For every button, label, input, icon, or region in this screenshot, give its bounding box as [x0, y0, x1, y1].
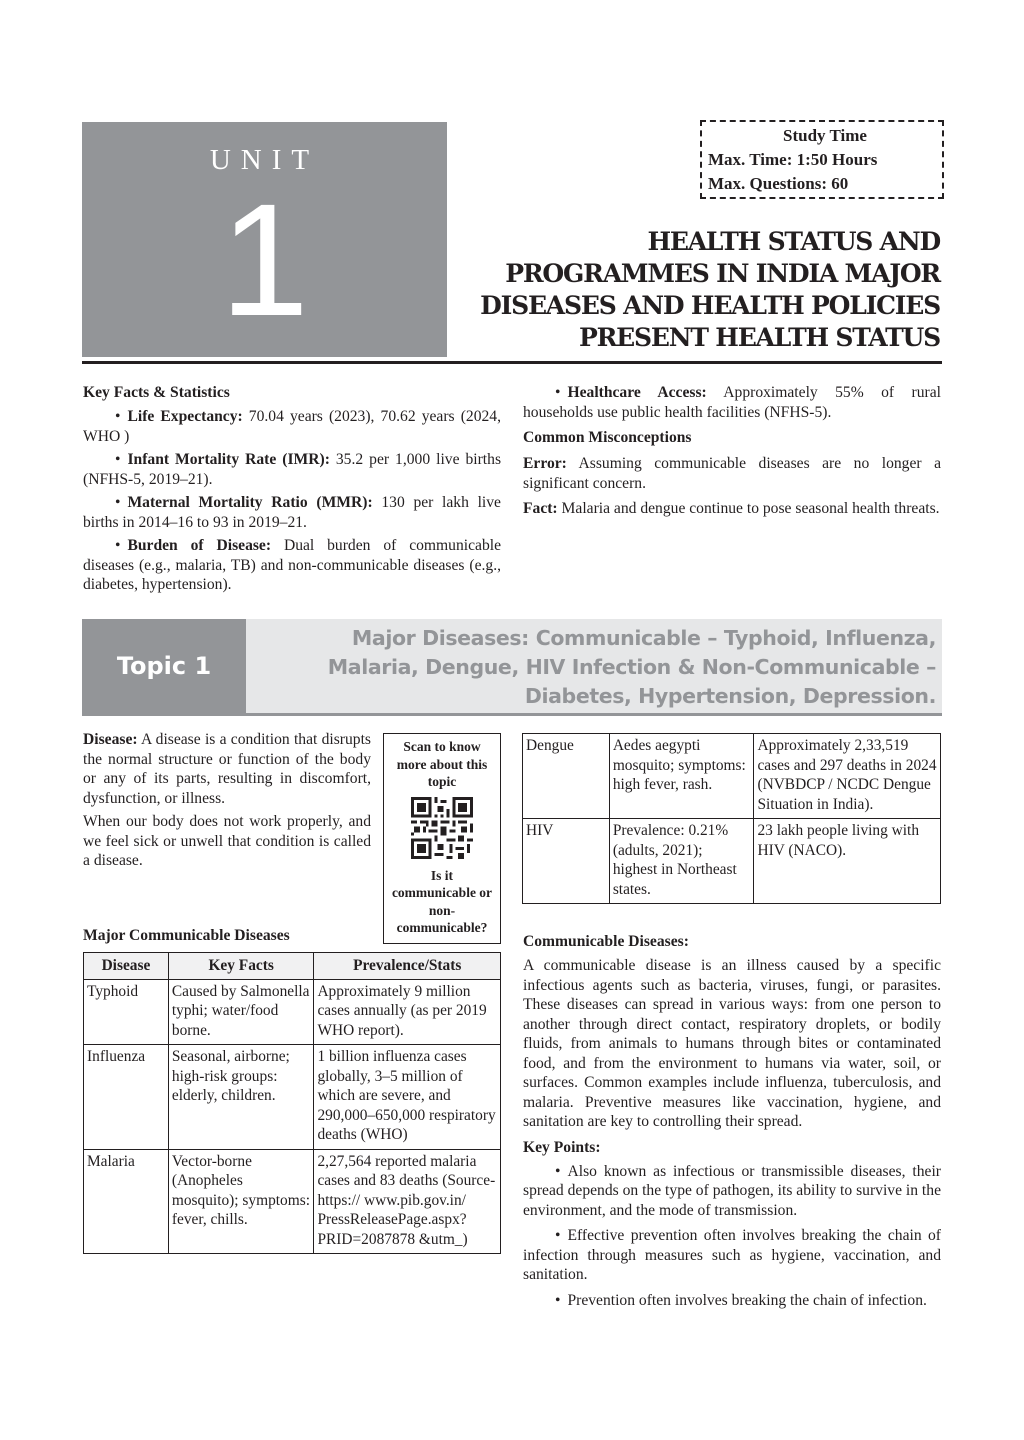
disease-def-para: Disease: A disease is a condition that disrupts the normal structure or function of the body or any of its parts, resulting in discomfort, dysfunction, or illness.	[83, 731, 371, 807]
page-title	[420, 226, 940, 354]
communicable-text: A communicable disease is an illness caused by a specific infectious agents such as bacteria, viruses, fungi, or parasites. These diseases can spread in various ways: from one person to another through direct contact, respiratory droplets, or bodily fluids, from animals to humans through bites or contaminated food, and from the environment to humans via water, soil, or surfaces. Common examples include influenza, tuberculosis, and malaria. Preventive measures like vaccination, hygiene, and sanitation are key to controlling their spread.	[523, 957, 941, 1130]
topic-banner	[82, 619, 942, 716]
cell-disease: Dengue	[523, 734, 610, 819]
communicable-diseases-table-continued	[522, 733, 941, 904]
key-facts-heading: Key Facts & Statistics	[83, 384, 230, 401]
table-header-row	[84, 953, 501, 980]
cell-prevalence: Approximately 9 million cases annually (as per 2019 WHO report).	[314, 979, 501, 1045]
table-row	[84, 979, 501, 1045]
fact-mmr: • Maternal Mortality Ratio (MMR): 130 per lakh live births in 2014–16 to 93 in 2019–21.	[83, 493, 501, 532]
qr-bottom-text: Is it communicable or non-communicable?	[391, 867, 493, 935]
table-row	[523, 819, 941, 904]
qr-callout[interactable]	[383, 733, 501, 944]
cell-key-facts: Caused by Salmonella typhi; water/food borne.	[168, 979, 314, 1045]
table-caption: Major Communicable Diseases	[83, 927, 290, 944]
table-row	[523, 734, 941, 819]
cell-key-facts: Vector-borne (Anopheles mosquito); symptoms: fever, chills.	[168, 1149, 314, 1254]
title-line: PROGRAMMES IN INDIA MAJOR	[505, 259, 940, 288]
misconceptions-heading: Common Misconceptions	[523, 429, 692, 446]
col-header-key-facts: Key Facts	[168, 953, 314, 980]
fact-healthcare-access: • Healthcare Access: Approximately 55% of rural households use public health facilities (NFHS-5).	[523, 383, 941, 422]
communicable-heading: Communicable Diseases:	[523, 933, 689, 950]
misconception-error: Error: Assuming communicable diseases are no longer a significant concern.	[523, 455, 941, 492]
col-header-disease: Disease	[84, 953, 169, 980]
cell-prevalence: 1 billion influenza cases globally, 3–5 million of which are severe, and 290,000–650,000 respiratory deaths (WHO)	[314, 1045, 501, 1150]
key-points-heading: Key Points:	[523, 1138, 601, 1156]
table-row	[84, 1149, 501, 1254]
table-row	[84, 1045, 501, 1150]
fact-burden: • Burden of Disease: Dual burden of communicable diseases (e.g., malaria, TB) and non-communicable diseases (e.g., diabetes, hypertension).	[83, 536, 501, 595]
title-line: DISEASES AND HEALTH POLICIES	[480, 291, 940, 320]
misconception-fact: Fact: Malaria and dengue continue to pose seasonal health threats.	[523, 500, 940, 517]
study-time-title: Study Time	[783, 126, 867, 145]
max-questions: Max. Questions: 60	[708, 174, 849, 193]
fact-imr: • Infant Mortality Rate (IMR): 35.2 per 1,000 live births (NFHS-5, 2019–21).	[83, 450, 501, 489]
title-line: HEALTH STATUS AND	[647, 227, 940, 256]
qr-top-text: Scan to know more about this topic	[396, 739, 488, 789]
qr-code-icon[interactable]	[411, 797, 473, 859]
study-time-box	[700, 120, 944, 199]
disease-def-para2: When our body does not work properly, and we feel sick or unwell that condition is called a disease.	[83, 813, 371, 869]
communicable-diseases-table	[83, 952, 501, 1254]
unit-label: UNIT	[209, 144, 320, 176]
right-top-section	[523, 383, 941, 519]
cell-disease: Typhoid	[84, 979, 169, 1045]
key-facts-section	[83, 383, 501, 595]
cell-disease: Influenza	[84, 1045, 169, 1150]
cell-key-facts: Seasonal, airborne; high-risk groups: elderly, children.	[168, 1045, 314, 1150]
cell-key-facts: Prevalence: 0.21% (adults, 2021); highest in Northeast states.	[609, 819, 754, 904]
cell-disease: Malaria	[84, 1149, 169, 1254]
cell-disease: HIV	[523, 819, 610, 904]
topic-tab: Topic 1	[82, 619, 246, 713]
cell-prevalence: Approximately 2,33,519 cases and 297 deaths in 2024 (NVBDCP / NCDC Dengue Situation in India).	[754, 734, 941, 819]
communicable-diseases-section	[523, 932, 941, 1310]
unit-box	[82, 122, 447, 357]
cell-key-facts: Aedes aegypti mosquito; symptoms: high fever, rash.	[609, 734, 754, 819]
max-time: Max. Time: 1:50 Hours	[708, 150, 878, 169]
col-header-prevalence: Prevalence/Stats	[314, 953, 501, 980]
title-divider	[82, 361, 942, 364]
key-point-item: • Effective prevention often involves breaking the chain of infection through measures such as hygiene, vaccination, and sanitation.	[523, 1226, 941, 1285]
disease-definition	[83, 730, 371, 871]
topic-title: Major Diseases: Communicable – Typhoid, Influenza, Malaria, Dengue, HIV Infection & Non-Communicable – Diabetes, Hypertension, Depression.	[327, 626, 936, 708]
cell-prevalence: 2,27,564 reported malaria cases and 83 deaths (Source- https:// www.pib.gov.in/ PressReleasePage.aspx? PRID=2087878 &utm_)	[314, 1149, 501, 1254]
key-point-item: • Also known as infectious or transmissible diseases, their spread depends on the type of pathogen, its ability to survive in the environment, and the mode of transmission.	[523, 1162, 941, 1221]
title-line: PRESENT HEALTH STATUS	[578, 323, 940, 352]
key-point-item: • Prevention often involves breaking the chain of infection.	[523, 1291, 941, 1311]
fact-life-expectancy: • Life Expectancy: 70.04 years (2023), 70.62 years (2024, WHO )	[83, 407, 501, 446]
unit-number: 1	[220, 170, 309, 349]
cell-prevalence: 23 lakh people living with HIV (NACO).	[754, 819, 941, 904]
